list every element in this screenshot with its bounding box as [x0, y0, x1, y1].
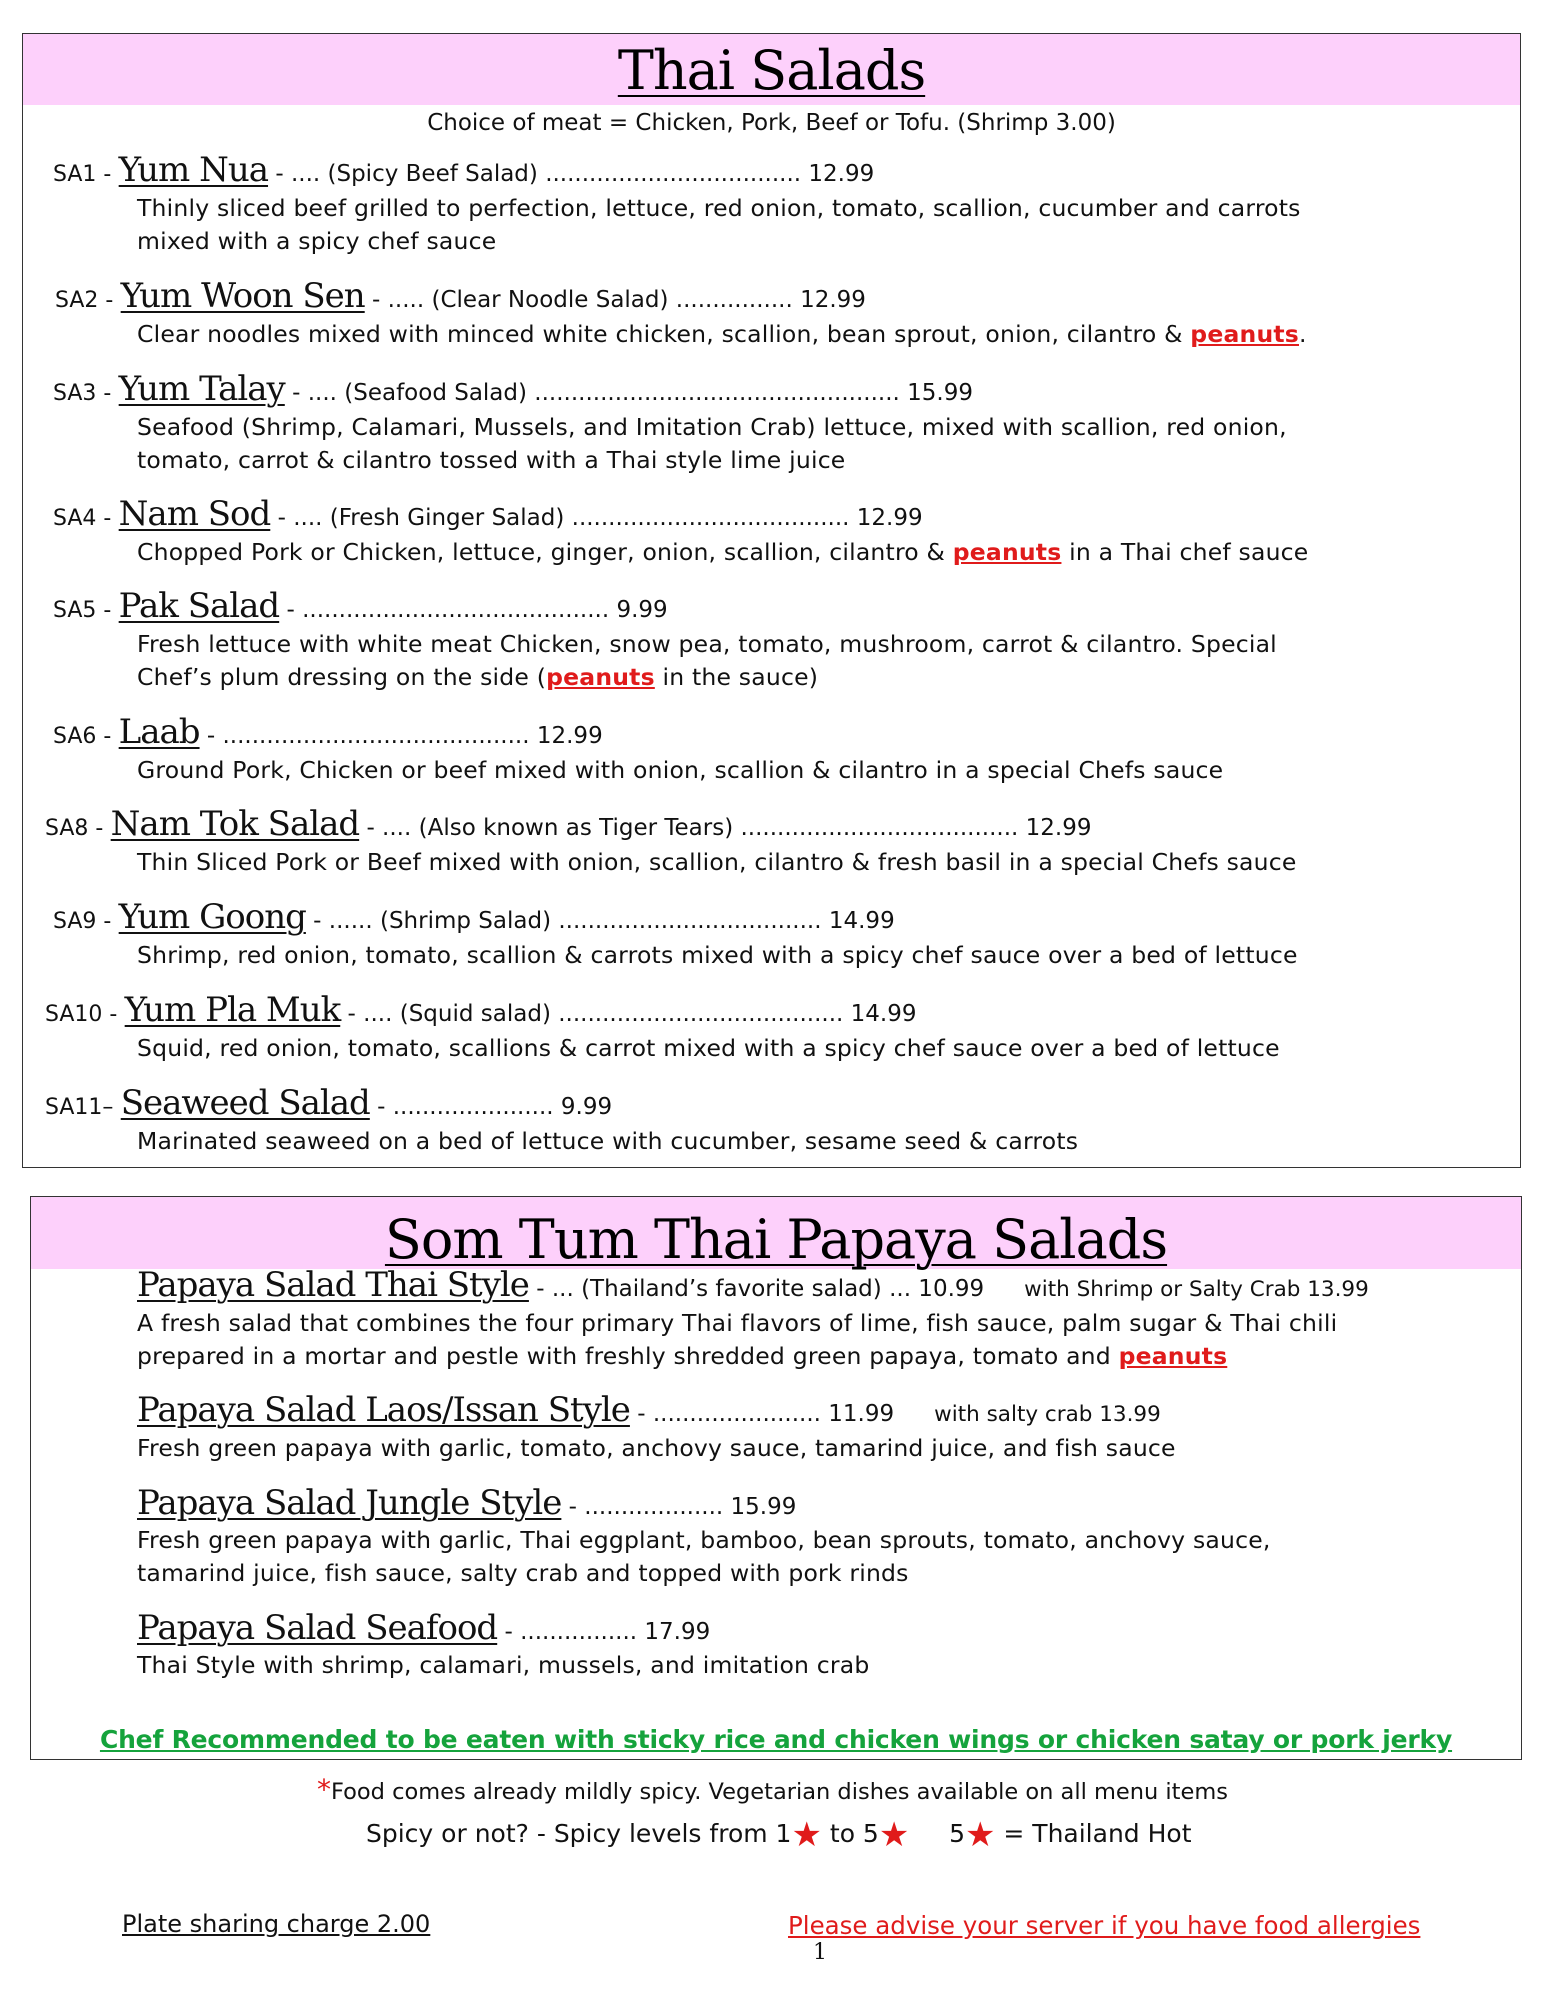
item-price-line: - .... (Fresh Ginger Salad) ...................................... 12.99	[270, 505, 923, 531]
item-code: SA5 -	[53, 598, 112, 623]
item-description-tail: in a Thai chef sauce	[1061, 538, 1309, 566]
papaya-item-jungle	[31, 1483, 1521, 1590]
item-description: Fresh lettuce with white meat Chicken, snow pea, tomato, mushroom, carrot & cilantro. Special	[137, 630, 1277, 658]
item-price-line: - .... (Also known as Tiger Tears) ...................................... 12.99	[359, 815, 1092, 841]
menu-item-sa8	[23, 804, 1520, 879]
menu-item-sa3	[23, 369, 1520, 477]
papaya-item-laos-issan	[31, 1390, 1521, 1465]
item-description: Seafood (Shrimp, Calamari, Mussels, and Imitation Crab) lettuce, mixed with scallion, red onion,	[137, 413, 1287, 441]
item-description-2: mixed with a spicy chef sauce	[137, 227, 497, 255]
item-price-line: - ...... (Shrimp Salad) .................................... 14.99	[305, 908, 895, 934]
item-price-line: - .... (Seafood Salad) .................................................. 15.99	[284, 380, 973, 406]
item-code: SA2 -	[55, 288, 114, 313]
star-icon: ★	[878, 1815, 910, 1855]
item-description: Ground Pork, Chicken or beef mixed with onion, scallion & cilantro in a special Chefs sauce	[137, 756, 1224, 784]
item-code: SA1 -	[53, 162, 112, 187]
item-option-price: with Shrimp or Salty Crab 13.99	[1024, 1277, 1369, 1302]
spicy-levels-text: Spicy or not? - Spicy levels from 1	[366, 1819, 792, 1848]
item-name: Papaya Salad Laos/Issan Style	[137, 1390, 630, 1430]
item-description-2: tamarind juice, fish sauce, salty crab and topped with pork rinds	[137, 1559, 909, 1587]
menu-item-sa2	[23, 276, 1520, 351]
allergen-peanuts: peanuts	[1190, 320, 1299, 348]
papaya-salads-banner	[31, 1197, 1521, 1269]
section-title: Thai Salads	[617, 39, 926, 102]
item-description: Clear noodles mixed with minced white chicken, scallion, bean sprout, onion, cilantro &	[137, 320, 1183, 348]
item-description: Shrimp, red onion, tomato, scallion & carrots mixed with a spicy chef sauce over a bed of lettuce	[137, 941, 1298, 969]
papaya-salads-section	[30, 1196, 1522, 1760]
item-description: Squid, red onion, tomato, scallions & carrot mixed with a spicy chef sauce over a bed of lettuce	[137, 1034, 1280, 1062]
item-name: Yum Nua	[118, 150, 269, 190]
item-description: Thinly sliced beef grilled to perfection, lettuce, red onion, tomato, scallion, cucumber and carrots	[137, 194, 1301, 222]
item-price-line: - .......................................... 12.99	[199, 723, 603, 749]
menu-item-sa5	[23, 586, 1520, 694]
item-description: Chopped Pork or Chicken, lettuce, ginger, onion, scallion, cilantro &	[137, 538, 946, 566]
item-description: Fresh green papaya with garlic, Thai eggplant, bamboo, bean sprouts, tomato, anchovy sauce,	[137, 1526, 1271, 1554]
item-name: Seaweed Salad	[120, 1083, 370, 1123]
item-price-line: - ....................... 11.99	[629, 1401, 895, 1427]
item-name: Pak Salad	[118, 586, 280, 626]
item-price-line: - ................ 17.99	[497, 1619, 711, 1645]
spice-note	[0, 1773, 1545, 1806]
papaya-item-seafood	[31, 1608, 1521, 1682]
item-price-line: - ..... (Clear Noodle Salad) ................ 12.99	[364, 287, 866, 313]
thai-salads-banner	[23, 34, 1520, 105]
menu-item-sa1	[23, 150, 1520, 258]
item-description-2: Chef’s plum dressing on the side (	[137, 663, 547, 691]
star-icon: ★	[964, 1815, 996, 1855]
item-description: A fresh salad that combines the four primary Thai flavors of lime, fish sauce, palm sugar & Thai chili	[137, 1309, 1338, 1337]
papaya-item-thai-style	[31, 1265, 1521, 1373]
menu-item-sa9	[23, 897, 1520, 972]
item-description: Fresh green papaya with garlic, tomato, anchovy sauce, tamarind juice, and fish sauce	[137, 1434, 1176, 1462]
menu-item-sa4	[23, 494, 1520, 569]
meat-choice-note: Choice of meat = Chicken, Pork, Beef or Tofu. (Shrimp 3.00)	[427, 110, 1116, 136]
item-name: Papaya Salad Thai Style	[137, 1265, 529, 1305]
section-title: Som Tum Thai Papaya Salads	[384, 1208, 1168, 1271]
item-name: Yum Pla Muk	[124, 990, 341, 1030]
item-price-line: - ................... 15.99	[561, 1494, 797, 1520]
item-price-line: - .......................................... 9.99	[279, 597, 668, 623]
item-description-2: prepared in a mortar and pestle with freshly shredded green papaya, tomato and	[137, 1342, 1111, 1370]
item-description: Marinated seaweed on a bed of lettuce with cucumber, sesame seed & carrots	[137, 1127, 1079, 1155]
menu-item-sa11	[23, 1083, 1520, 1158]
item-description: Thin Sliced Pork or Beef mixed with onion, scallion, cilantro & fresh basil in a special Chefs sauce	[137, 848, 1297, 876]
item-name: Yum Talay	[118, 369, 285, 409]
item-name: Papaya Salad Seafood	[137, 1608, 498, 1648]
item-code: SA8 -	[45, 816, 104, 841]
item-description-tail: in the sauce)	[654, 663, 819, 691]
allergen-peanuts: peanuts	[952, 538, 1062, 566]
allergy-warning: Please advise your server if you have food allergies	[788, 1911, 1421, 1940]
menu-item-sa6	[23, 712, 1520, 787]
item-description: Thai Style with shrimp, calamari, mussels, and imitation crab	[137, 1651, 870, 1679]
item-price-line: - .... (Spicy Beef Salad) ................................... 12.99	[268, 161, 875, 187]
page-number: 1	[813, 1940, 827, 1965]
asterisk-mark: *	[317, 1773, 331, 1806]
item-code: SA9 -	[53, 909, 112, 934]
item-name: Nam Tok Salad	[110, 804, 360, 844]
chef-recommendation: Chef Recommended to be eaten with sticky rice and chicken wings or chicken satay or pork jerky	[99, 1725, 1453, 1754]
item-name: Laab	[118, 712, 200, 752]
allergen-peanuts: peanuts	[1118, 1342, 1228, 1370]
item-price-line: - ... (Thailand’s favorite salad) ... 10.99	[528, 1276, 985, 1302]
spicy-levels	[366, 1815, 1192, 1855]
item-name: Papaya Salad Jungle Style	[137, 1483, 562, 1523]
allergen-peanuts: peanuts	[546, 663, 655, 691]
menu-item-sa10	[23, 990, 1520, 1065]
item-code: SA10 -	[45, 1002, 118, 1027]
thai-salads-section	[22, 33, 1521, 1168]
item-price-line: - ...................... 9.99	[369, 1094, 613, 1120]
item-code: SA11–	[45, 1095, 114, 1120]
spicy-levels-to: to 5	[829, 1819, 879, 1848]
item-description-tail: .	[1299, 320, 1307, 348]
thailand-hot-text: = Thailand Hot	[995, 1819, 1192, 1848]
item-name: Yum Goong	[118, 897, 306, 937]
item-code: SA6 -	[53, 724, 112, 749]
item-description-2: tomato, carrot & cilantro tossed with a Thai style lime juice	[137, 446, 846, 474]
plate-sharing-charge: Plate sharing charge 2.00	[122, 1910, 431, 1938]
item-price-line: - .... (Squid salad) ....................................... 14.99	[340, 1001, 917, 1027]
spicy-level-max: 5	[949, 1819, 965, 1848]
item-name: Yum Woon Sen	[120, 276, 365, 316]
star-icon: ★	[791, 1815, 822, 1855]
item-option-price: with salty crab 13.99	[934, 1402, 1161, 1427]
item-code: SA4 -	[53, 506, 112, 531]
item-name: Nam Sod	[118, 494, 271, 534]
spice-note-text: Food comes already mildly spicy. Vegetarian dishes available on all menu items	[331, 1779, 1228, 1805]
item-code: SA3 -	[53, 381, 112, 406]
